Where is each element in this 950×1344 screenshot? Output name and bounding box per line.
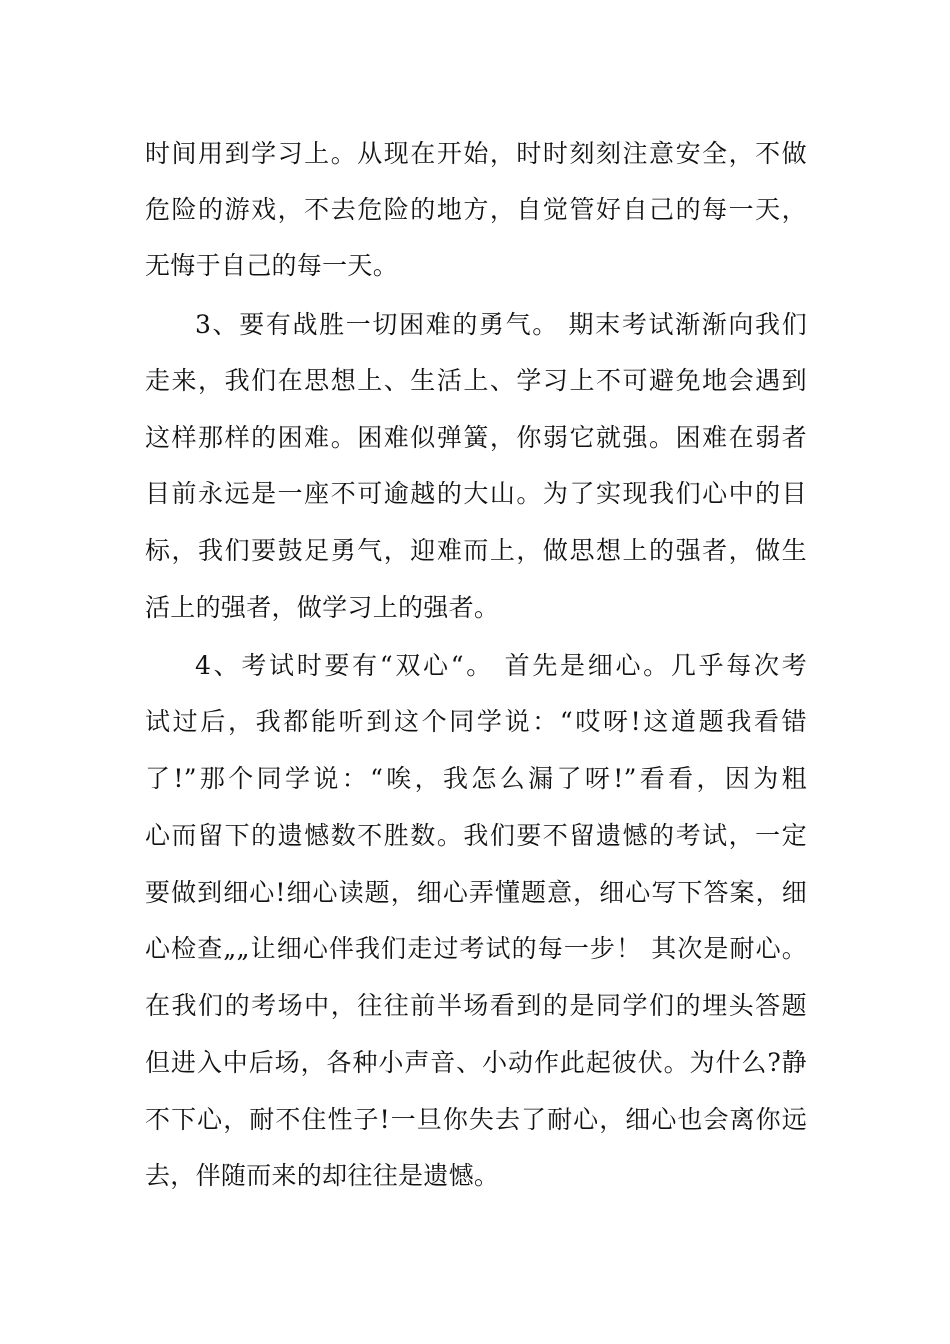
text-line: 去，伴随而来的却往往是遗憾。: [145, 1161, 500, 1190]
text-line: 不下心，耐不住性子!一旦你失去了耐心，细心也会离你远: [145, 1105, 807, 1134]
text-line: 在我们的考场中，往往前半场看到的是同学们的埋头答题: [145, 991, 807, 1020]
text-line: 目前永远是一座不可逾越的大山。为了实现我们心中的目: [145, 479, 807, 508]
text-line: 这样那样的困难。困难似弹簧，你弱它就强。困难在弱者: [145, 423, 807, 452]
text-line: 心检查„„让细心伴我们走过考试的每一步！ 其次是耐心。: [145, 934, 807, 963]
text-line: 试过后，我都能听到这个同学说：“哎呀!这道题我看错: [145, 707, 807, 736]
text-line: 无悔于自己的每一天。: [145, 251, 399, 280]
text-line: 但进入中后场，各种小声音、小动作此起彼伏。为什么?静: [145, 1048, 807, 1077]
text-line: 3、要有战胜一切困难的勇气。 期末考试渐渐向我们: [195, 310, 807, 339]
text-line: 要做到细心!细心读题，细心弄懂题意，细心写下答案，细: [145, 878, 807, 907]
text-line: 时间用到学习上。从现在开始，时时刻刻注意安全，不做: [145, 139, 807, 168]
text-line: 4、考试时要有“双心“。 首先是细心。几乎每次考: [195, 651, 807, 680]
text-line: 活上的强者，做学习上的强者。: [145, 593, 500, 622]
text-line: 标，我们要鼓足勇气，迎难而上，做思想上的强者，做生: [145, 536, 807, 565]
text-line: 了!”那个同学说：“唉，我怎么漏了呀!”看看，因为粗: [145, 764, 807, 793]
text-line: 心而留下的遗憾数不胜数。我们要不留遗憾的考试，一定: [145, 821, 807, 850]
text-line: 走来，我们在思想上、生活上、学习上不可避免地会遇到: [145, 366, 807, 395]
text-line: 危险的游戏，不去危险的地方，自觉管好自己的每一天，: [145, 195, 807, 224]
